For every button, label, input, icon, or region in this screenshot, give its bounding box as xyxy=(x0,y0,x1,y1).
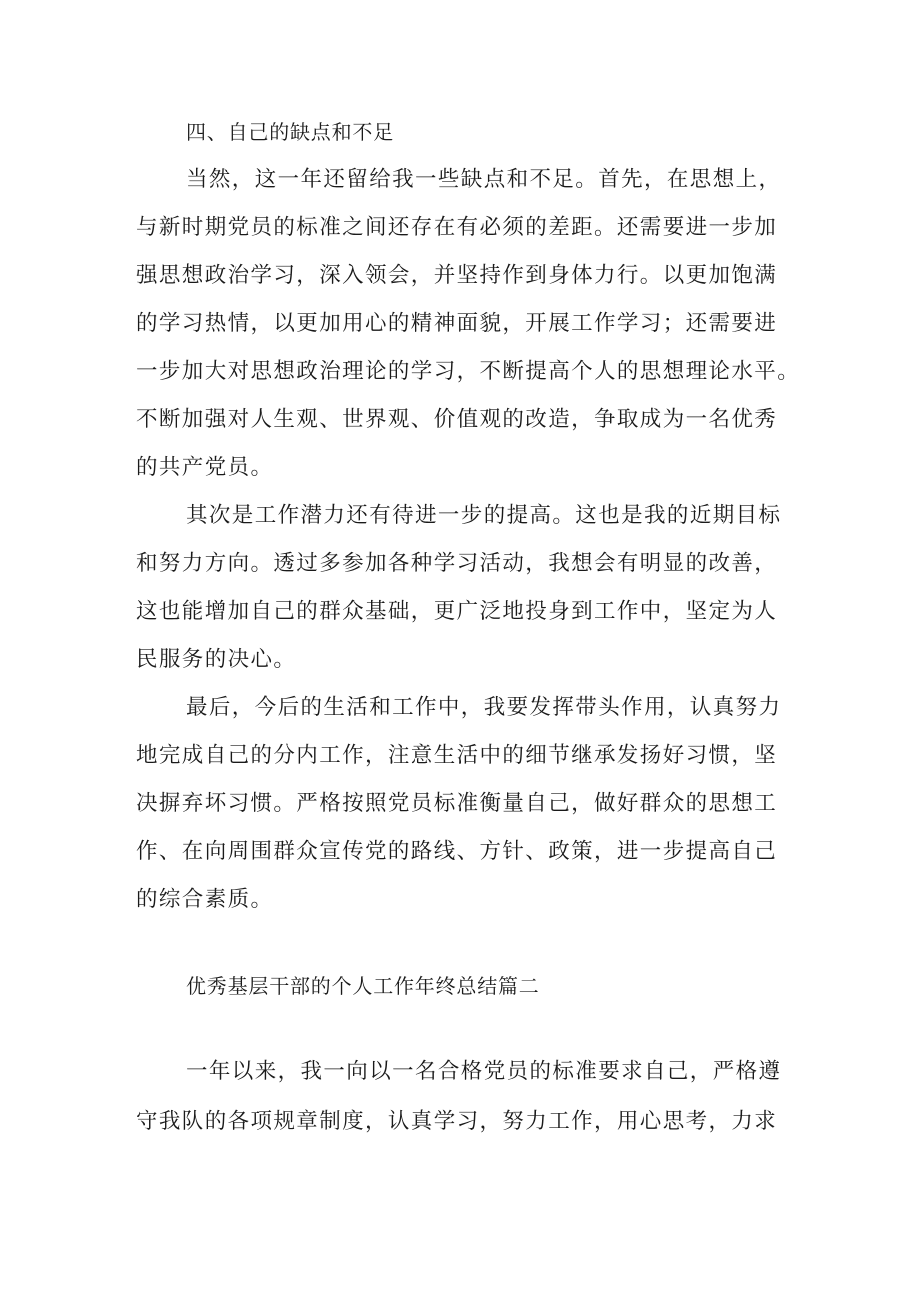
paragraph-line: 守我队的各项规章制度，认真学习，努力工作，用心思考，力求 xyxy=(136,1109,778,1134)
paragraph-line: 作、在向周围群众宣传党的路线、方针、政策，进一步提高自己 xyxy=(136,839,778,864)
paragraph-line: 这也能增加自己的群众基础，更广泛地投身到工作中，坚定为人 xyxy=(136,599,778,624)
paragraph-line: 决摒弃坏习惯。严格按照党员标准衡量自己，做好群众的思想工 xyxy=(136,791,778,816)
paragraph-line: 民服务的决心。 xyxy=(136,647,297,672)
paragraph-line: 最后，今后的生活和工作中，我要发挥带头作用，认真努力 xyxy=(186,695,782,720)
paragraph-line: 地完成自己的分内工作，注意生活中的细节继承发扬好习惯，坚 xyxy=(136,743,778,768)
paragraph-line: 的共产党员。 xyxy=(136,455,274,480)
paragraph-line: 强思想政治学习，深入领会，并坚持作到身体力行。以更加饱满 xyxy=(136,263,778,288)
paragraph-line: 一步加大对思想政治理论的学习，不断提高个人的思想理论水平。 xyxy=(136,359,801,384)
paragraph-line: 和努力方向。透过多参加各种学习活动，我想会有明显的改善， xyxy=(136,551,778,576)
paragraph-line: 的综合素质。 xyxy=(136,887,274,912)
paragraph-line: 其次是工作潜力还有待进一步的提高。这也是我的近期目标 xyxy=(186,503,782,528)
section-heading: 四、自己的缺点和不足 xyxy=(186,120,394,144)
paragraph-line: 一年以来，我一向以一名合格党员的标准要求自己，严格遵 xyxy=(186,1059,782,1084)
paragraph-line: 不断加强对人生观、世界观、价值观的改造，争取成为一名优秀 xyxy=(136,407,778,432)
article-title: 优秀基层干部的个人工作年终总结篇二 xyxy=(186,974,540,998)
paragraph-line: 的学习热情，以更加用心的精神面貌，开展工作学习；还需要进 xyxy=(136,311,778,336)
paragraph-line: 与新时期党员的标准之间还存在有必须的差距。还需要进一步加 xyxy=(136,215,778,240)
paragraph-line: 当然，这一年还留给我一些缺点和不足。首先，在思想上， xyxy=(186,167,782,192)
